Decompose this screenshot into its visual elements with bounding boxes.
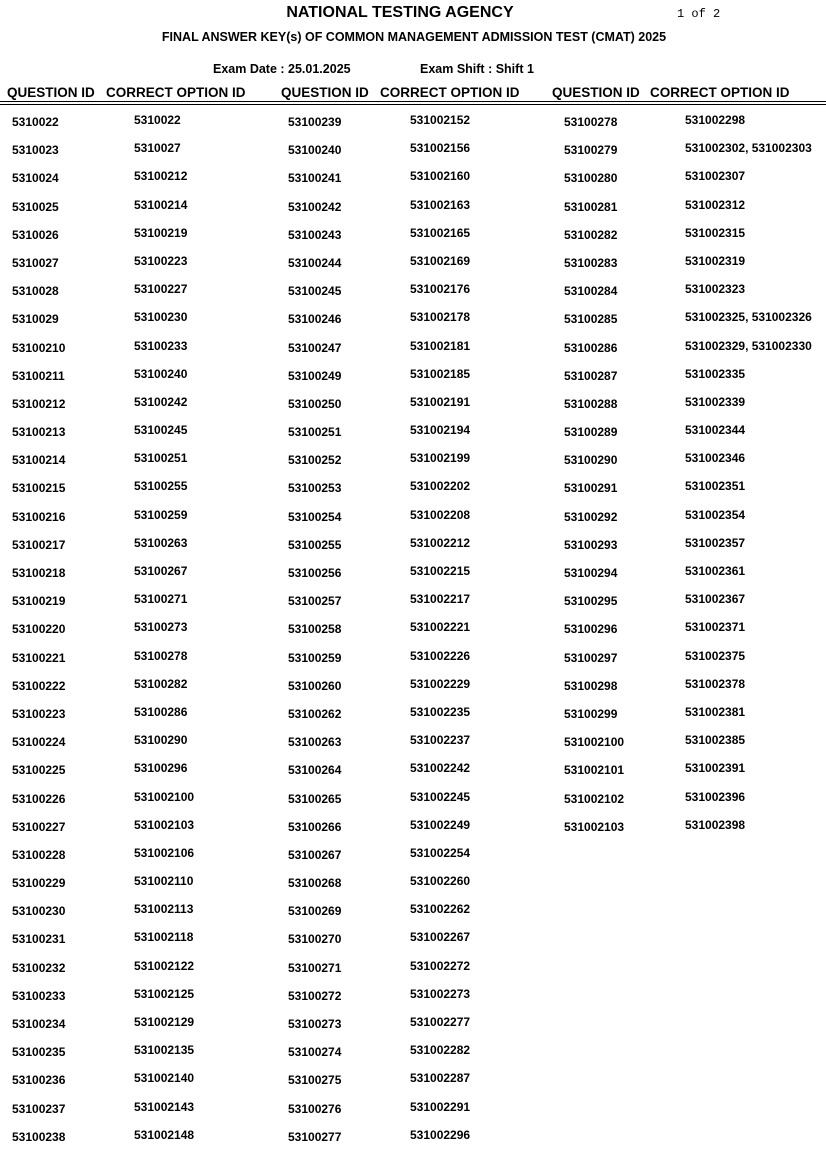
correct-option-id: 531002277	[410, 1015, 471, 1029]
correct-option-id: 53100267	[134, 564, 188, 578]
correct-option-id: 53100223	[134, 253, 188, 268]
question-id: 53100264	[288, 763, 342, 778]
question-id: 53100233	[12, 988, 66, 1003]
correct-option-id: 531002351	[685, 479, 746, 494]
correct-option-id: 531002163	[410, 197, 471, 212]
correct-option-id: 531002335	[685, 366, 746, 381]
correct-option-id: 531002307	[685, 169, 746, 184]
correct-option-id: 53100255	[134, 479, 188, 494]
question-id: 53100297	[564, 650, 618, 665]
correct-option-id: 531002191	[410, 394, 471, 409]
correct-option-id: 531002339	[685, 394, 746, 409]
correct-option-id: 531002254	[410, 845, 471, 860]
correct-option-id: 531002354	[685, 507, 746, 522]
question-id: 53100242	[288, 199, 342, 214]
correct-option-id: 531002235	[410, 704, 471, 719]
correct-option-id: 531002378	[685, 676, 746, 691]
correct-option-id: 531002302, 531002303	[685, 141, 812, 156]
correct-option-id: 5310027	[134, 141, 181, 156]
question-id: 53100256	[288, 566, 342, 580]
correct-option-id: 531002296	[410, 1127, 471, 1142]
question-id: 53100262	[288, 706, 342, 721]
question-id: 53100269	[288, 904, 342, 919]
question-id: 53100222	[12, 678, 66, 693]
correct-option-id: 531002361	[685, 564, 746, 578]
correct-option-id: 531002367	[685, 592, 746, 607]
correct-option-id: 531002260	[410, 874, 471, 889]
correct-option-id: 531002262	[410, 902, 471, 917]
question-id: 53100210	[12, 340, 66, 355]
question-id: 53100215	[12, 481, 66, 496]
question-id: 53100282	[564, 227, 618, 242]
correct-option-id: 531002194	[410, 423, 471, 438]
correct-option-id: 531002315	[685, 225, 746, 240]
correct-option-id: 53100242	[134, 394, 188, 409]
question-id: 53100263	[288, 735, 342, 750]
question-id: 5310026	[12, 227, 59, 242]
question-id: 53100259	[288, 650, 342, 665]
correct-option-id: 531002391	[685, 761, 746, 776]
question-id: 53100275	[288, 1073, 342, 1088]
correct-option-id: 531002273	[410, 986, 471, 1001]
question-id: 53100253	[288, 481, 342, 496]
question-id: 5310024	[12, 171, 59, 186]
correct-option-id: 531002272	[410, 958, 471, 973]
question-id: 53100244	[288, 255, 342, 270]
correct-option-id: 53100233	[134, 338, 188, 353]
question-id: 53100221	[12, 650, 66, 665]
question-id: 53100243	[288, 227, 342, 242]
correct-option-id-header-2: CORRECT OPTION ID	[380, 85, 520, 100]
question-id-header-3: QUESTION ID	[552, 85, 640, 100]
correct-option-id: 53100273	[134, 620, 188, 635]
question-id: 53100219	[12, 594, 66, 609]
question-id: 53100232	[12, 960, 66, 975]
correct-option-id: 531002325, 531002326	[685, 310, 812, 325]
correct-option-id: 53100290	[134, 733, 188, 748]
question-id: 53100252	[288, 453, 342, 468]
exam-date: Exam Date : 25.01.2025	[213, 62, 351, 76]
question-id: 53100237	[12, 1101, 66, 1116]
correct-option-id: 531002226	[410, 648, 471, 663]
correct-option-id: 531002212	[410, 535, 471, 550]
question-id: 53100293	[564, 537, 618, 552]
question-id: 53100286	[564, 340, 618, 355]
question-id: 53100267	[288, 847, 342, 862]
question-id: 53100212	[12, 396, 66, 411]
question-id: 53100247	[288, 340, 342, 355]
question-id: 53100292	[564, 509, 618, 524]
correct-option-id: 531002371	[685, 620, 746, 635]
question-id: 5310027	[12, 255, 59, 270]
correct-option-id: 531002148	[134, 1127, 195, 1142]
correct-option-id: 531002156	[410, 141, 471, 156]
correct-option-id: 531002298	[685, 113, 746, 127]
question-id: 53100279	[564, 143, 618, 158]
question-id: 53100234	[12, 1017, 66, 1031]
question-id: 5310025	[12, 199, 59, 214]
question-id: 53100224	[12, 735, 66, 750]
question-id: 53100272	[288, 988, 342, 1003]
question-id: 53100285	[564, 312, 618, 327]
question-id: 53100211	[12, 368, 65, 383]
correct-option-id: 531002103	[134, 817, 195, 832]
correct-option-id: 531002178	[410, 310, 471, 325]
correct-option-id: 531002110	[134, 874, 194, 889]
correct-option-id: 53100219	[134, 225, 188, 240]
question-id: 53100214	[12, 453, 66, 468]
question-id: 53100289	[564, 425, 618, 440]
question-id: 53100260	[288, 678, 342, 693]
question-id: 53100220	[12, 622, 66, 637]
question-id: 53100265	[288, 791, 342, 806]
correct-option-id: 531002229	[410, 676, 471, 691]
correct-option-id: 531002398	[685, 817, 746, 832]
correct-option-id: 531002215	[410, 564, 471, 578]
question-id: 531002101	[564, 763, 625, 778]
question-id: 53100284	[564, 284, 618, 299]
correct-option-id: 531002221	[410, 620, 471, 635]
question-id: 53100218	[12, 566, 66, 580]
header-rule-top	[0, 101, 826, 102]
correct-option-id: 53100263	[134, 535, 188, 550]
correct-option-id: 531002152	[410, 113, 471, 127]
question-id: 53100287	[564, 368, 618, 383]
question-id: 53100280	[564, 171, 618, 186]
correct-option-id: 531002169	[410, 253, 471, 268]
correct-option-id: 531002291	[410, 1099, 471, 1114]
question-id: 53100298	[564, 678, 618, 693]
question-id: 53100226	[12, 791, 66, 806]
correct-option-id: 531002237	[410, 733, 471, 748]
question-id: 53100258	[288, 622, 342, 637]
correct-option-id: 531002100	[134, 789, 195, 804]
correct-option-id: 531002385	[685, 733, 746, 748]
correct-option-id: 53100278	[134, 648, 188, 663]
question-id: 53100257	[288, 594, 342, 609]
question-id: 531002100	[564, 735, 625, 750]
correct-option-id: 53100227	[134, 282, 188, 297]
correct-option-id: 531002323	[685, 282, 746, 297]
correct-option-id: 53100214	[134, 197, 188, 212]
correct-option-id: 531002202	[410, 479, 471, 494]
correct-option-id: 531002282	[410, 1043, 471, 1058]
question-id: 53100245	[288, 284, 342, 299]
correct-option-id: 531002287	[410, 1071, 471, 1086]
question-id: 5310023	[12, 143, 59, 158]
correct-option-id: 53100286	[134, 704, 188, 719]
question-id: 53100291	[564, 481, 618, 496]
document-subtitle: FINAL ANSWER KEY(s) OF COMMON MANAGEMENT ADMISSION TEST (CMAT) 2025	[161, 30, 667, 44]
question-id: 5310029	[12, 312, 59, 327]
question-id: 53100241	[288, 171, 342, 186]
correct-option-id: 531002125	[134, 986, 195, 1001]
question-id: 531002102	[564, 791, 625, 806]
question-id: 53100296	[564, 622, 618, 637]
question-id: 53100250	[288, 396, 342, 411]
question-id-header-2: QUESTION ID	[281, 85, 369, 100]
question-id: 53100229	[12, 876, 66, 891]
correct-option-id: 531002181	[410, 338, 471, 353]
question-id: 53100278	[564, 115, 618, 129]
question-id: 53100294	[564, 566, 618, 580]
correct-option-id: 53100230	[134, 310, 188, 325]
correct-option-id: 531002344	[685, 423, 746, 438]
correct-option-id: 531002199	[410, 451, 471, 466]
question-id: 53100238	[12, 1129, 66, 1144]
question-id: 531002103	[564, 819, 625, 834]
question-id: 53100225	[12, 763, 66, 778]
correct-option-id: 531002140	[134, 1071, 195, 1086]
question-id: 53100239	[288, 115, 342, 129]
correct-option-id: 53100245	[134, 423, 188, 438]
question-id: 53100277	[288, 1129, 342, 1144]
correct-option-id: 531002346	[685, 451, 746, 466]
correct-option-id: 531002375	[685, 648, 746, 663]
page-indicator: 1 of 2	[677, 7, 721, 21]
correct-option-id: 531002165	[410, 225, 471, 240]
correct-option-id: 531002143	[134, 1099, 195, 1114]
question-id: 53100246	[288, 312, 342, 327]
correct-option-id: 531002329, 531002330	[685, 338, 812, 353]
question-id: 53100227	[12, 819, 66, 834]
question-id: 53100255	[288, 537, 342, 552]
agency-title: NATIONAL TESTING AGENCY	[286, 4, 514, 21]
question-id: 53100213	[12, 425, 66, 440]
exam-shift: Exam Shift : Shift 1	[420, 62, 534, 76]
question-id: 53100288	[564, 396, 618, 411]
correct-option-id: 531002113	[134, 902, 194, 917]
correct-option-id: 531002129	[134, 1015, 195, 1029]
correct-option-id: 531002396	[685, 789, 746, 804]
question-id: 53100274	[288, 1045, 342, 1060]
question-id: 53100273	[288, 1017, 342, 1031]
question-id: 53100240	[288, 143, 342, 158]
correct-option-id: 53100259	[134, 507, 188, 522]
question-id: 53100249	[288, 368, 342, 383]
correct-option-id: 531002267	[410, 930, 471, 945]
question-id: 53100290	[564, 453, 618, 468]
correct-option-id: 53100212	[134, 169, 188, 184]
question-id: 53100254	[288, 509, 342, 524]
correct-option-id: 53100296	[134, 761, 188, 776]
question-id: 53100276	[288, 1101, 342, 1116]
question-id: 53100283	[564, 255, 618, 270]
question-id: 5310022	[12, 115, 59, 129]
correct-option-id: 531002118	[134, 930, 194, 945]
question-id: 53100236	[12, 1073, 66, 1088]
correct-option-id: 531002160	[410, 169, 471, 184]
correct-option-id: 531002208	[410, 507, 471, 522]
question-id: 53100281	[564, 199, 618, 214]
correct-option-id: 5310022	[134, 113, 181, 127]
correct-option-id: 531002245	[410, 789, 471, 804]
question-id: 53100295	[564, 594, 618, 609]
correct-option-id: 531002249	[410, 817, 471, 832]
question-id: 53100217	[12, 537, 66, 552]
correct-option-id: 531002242	[410, 761, 471, 776]
correct-option-id: 531002319	[685, 253, 746, 268]
question-id: 53100266	[288, 819, 342, 834]
correct-option-id: 53100271	[134, 592, 188, 607]
question-id: 53100251	[288, 425, 342, 440]
question-id: 53100231	[12, 932, 66, 947]
correct-option-id: 531002381	[685, 704, 746, 719]
question-id: 53100271	[288, 960, 342, 975]
question-id: 53100235	[12, 1045, 66, 1060]
correct-option-id-header-3: CORRECT OPTION ID	[650, 85, 790, 100]
correct-option-id: 531002217	[410, 592, 471, 607]
question-id: 53100223	[12, 706, 66, 721]
correct-option-id: 531002122	[134, 958, 195, 973]
question-id: 53100216	[12, 509, 66, 524]
question-id: 5310028	[12, 284, 59, 299]
correct-option-id: 531002176	[410, 282, 471, 297]
correct-option-id: 53100282	[134, 676, 188, 691]
correct-option-id: 531002185	[410, 366, 471, 381]
header-rule-bottom	[0, 104, 826, 105]
question-id: 53100268	[288, 876, 342, 891]
correct-option-id-header-1: CORRECT OPTION ID	[106, 85, 246, 100]
question-id: 53100230	[12, 904, 66, 919]
correct-option-id: 531002135	[134, 1043, 195, 1058]
correct-option-id: 531002312	[685, 197, 746, 212]
question-id-header-1: QUESTION ID	[7, 85, 95, 100]
correct-option-id: 53100251	[134, 451, 188, 466]
question-id: 53100270	[288, 932, 342, 947]
correct-option-id: 531002357	[685, 535, 746, 550]
correct-option-id: 53100240	[134, 366, 188, 381]
correct-option-id: 531002106	[134, 845, 195, 860]
question-id: 53100299	[564, 706, 618, 721]
question-id: 53100228	[12, 847, 66, 862]
